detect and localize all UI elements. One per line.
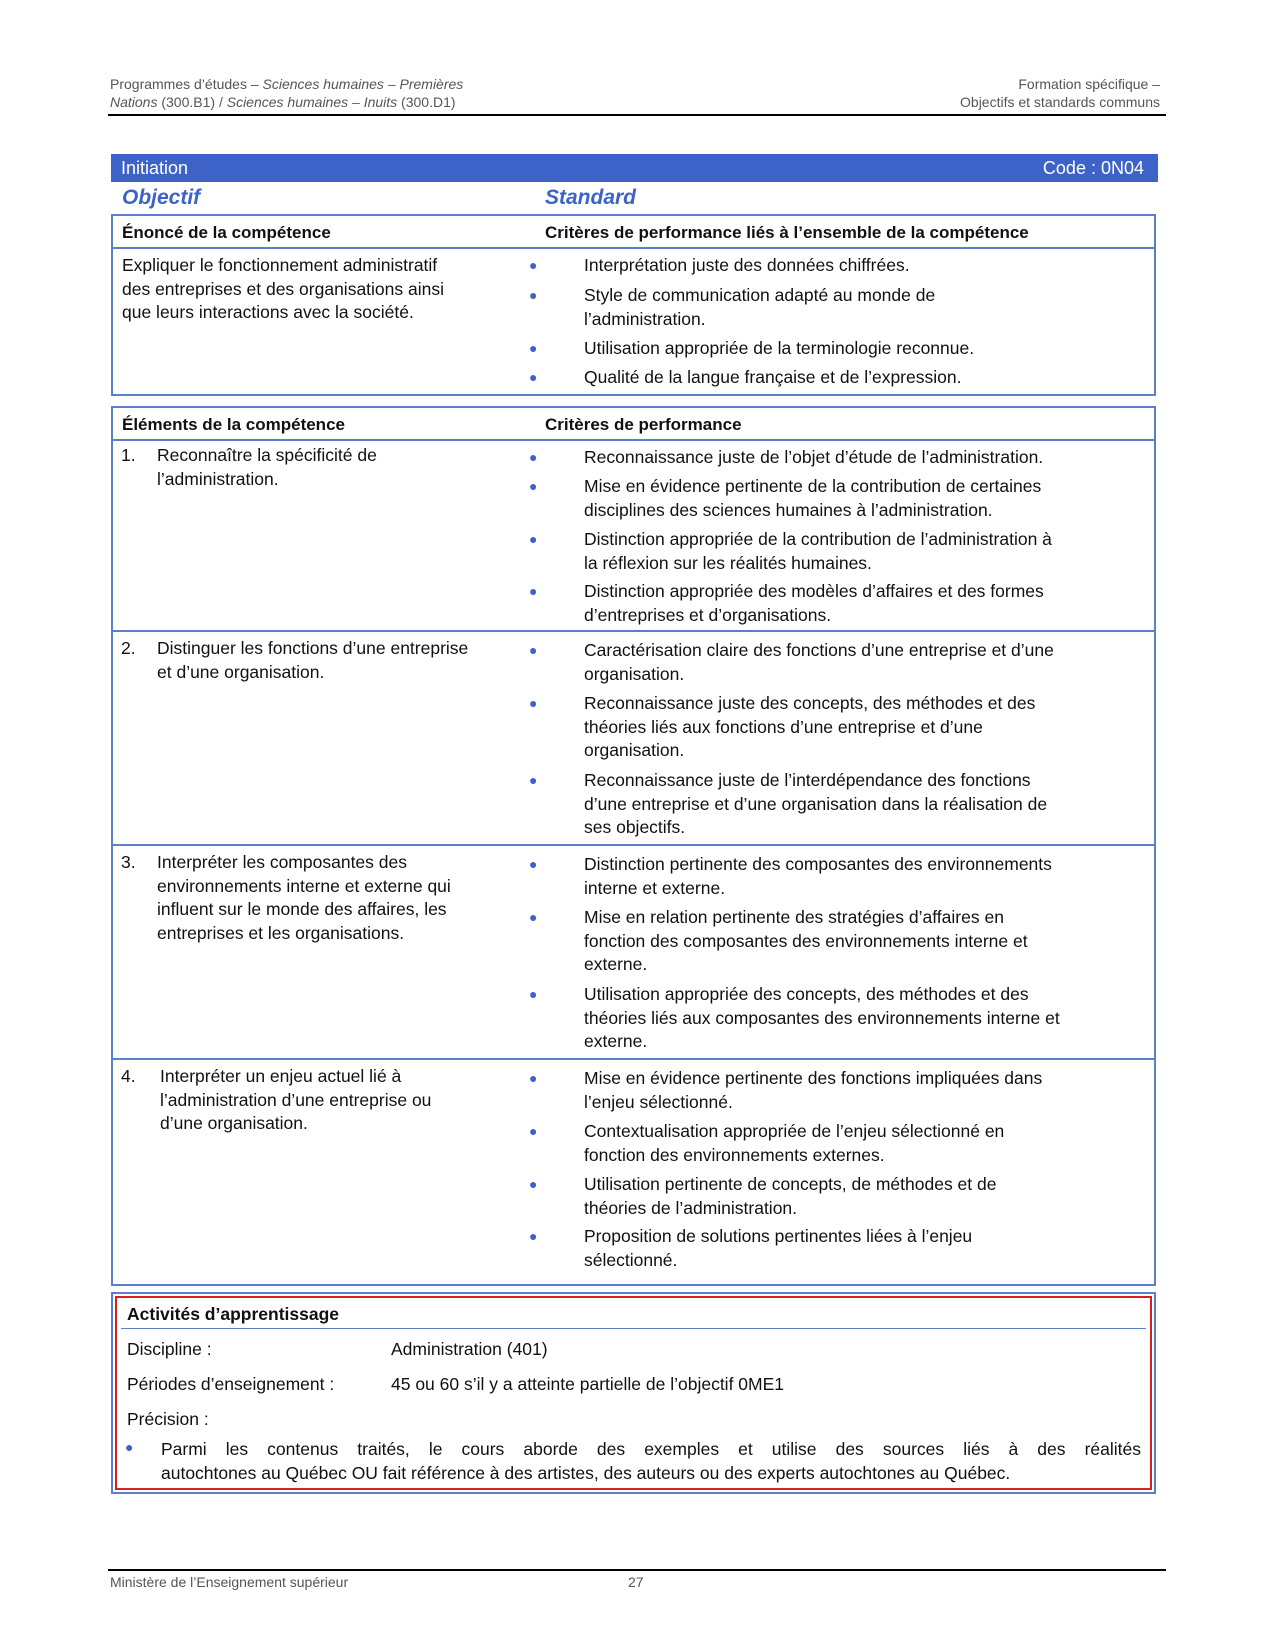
element-criterion: Reconnaissance juste de l’objet d’étude de l’administration. [584, 447, 1044, 467]
enonce-criterion: Utilisation appropriée de la terminologie reconnue. [584, 338, 975, 358]
element-criterion: Mise en évidence pertinente des fonctions impliquées dans l’enjeu sélectionné. [584, 1068, 1043, 1112]
bullet: ● [529, 986, 538, 1002]
enonce-header-left: Énoncé de la compétence [122, 223, 331, 242]
activites-divider [121, 1328, 1146, 1329]
discipline-label: Discipline : [127, 1339, 212, 1359]
bullet: ● [529, 531, 538, 547]
bullet: ● [529, 1228, 538, 1244]
bullet: ● [529, 909, 538, 925]
bullet: ● [529, 856, 538, 872]
header-right-line-2: Objectifs et standards communs [960, 94, 1160, 110]
activites-box [111, 1292, 1156, 1494]
bullet: ● [529, 583, 538, 599]
element-criterion: Utilisation pertinente de concepts, de méthodes et de théories de l’administration. [584, 1174, 997, 1218]
bullet: ● [529, 1070, 538, 1086]
element-number: 1. [121, 445, 136, 465]
row-divider [113, 844, 1154, 846]
element-criterion: Proposition de solutions pertinentes liées à l’enjeu sélectionné. [584, 1226, 973, 1270]
bullet: ● [529, 257, 538, 273]
page-number: 27 [628, 1574, 644, 1590]
element-criterion: Reconnaissance juste de l’interdépendance des fonctions d’une entreprise et d’une organisation dans la réalisation de ses objectifs. [584, 770, 1048, 837]
element-criterion: Distinction pertinente des composantes des environnements interne et externe. [584, 854, 1052, 898]
element-number: 3. [121, 852, 136, 872]
elements-divider [113, 439, 1154, 441]
precision-label: Précision : [127, 1409, 209, 1429]
element-criterion: Caractérisation claire des fonctions d’une entreprise et d’une organisation. [584, 640, 1054, 684]
elements-header-left: Éléments de la compétence [122, 415, 345, 434]
bullet: ● [529, 695, 538, 711]
element-criterion: Contextualisation appropriée de l’enjeu sélectionné en fonction des environnements externes. [584, 1121, 1005, 1165]
element-text: Distinguer les fonctions d’une entreprise et d’une organisation. [157, 638, 469, 682]
row-divider [113, 1058, 1154, 1060]
enonce-criterion: Interprétation juste des données chiffrées. [584, 255, 910, 275]
header-left-line-2: Nations (300.B1) / Sciences humaines – Inuits (300.D1) [110, 94, 456, 110]
periodes-label: Périodes d’enseignement : [127, 1374, 335, 1394]
enonce-criterion: Qualité de la langue française et de l’expression. [584, 367, 962, 387]
objectif-title: Objectif [122, 186, 201, 209]
bullet: ● [529, 1176, 538, 1192]
bullet: ● [529, 340, 538, 356]
enonce-header-right: Critères de performance liés à l’ensemble de la compétence [545, 223, 1029, 242]
bullet: ● [529, 478, 538, 494]
activites-inner [115, 1296, 1152, 1490]
bullet: ● [125, 1439, 134, 1455]
element-criterion: Mise en relation pertinente des stratégies d’affaires en fonction des composantes des environnements interne et externe. [584, 907, 1028, 974]
precision-line-2: autochtones au Québec OU fait référence à des artistes, des auteurs ou des experts autochtones au Québec. [161, 1463, 1011, 1483]
element-number: 2. [121, 638, 136, 658]
enonce-table [111, 214, 1156, 396]
standard-title: Standard [545, 186, 637, 209]
element-criterion: Distinction appropriée des modèles d’affaires et des formes d’entreprises et d’organisations. [584, 581, 1044, 625]
enonce-criterion: Style de communication adapté au monde de l’administration. [584, 285, 936, 329]
header-rule [108, 114, 1166, 116]
element-text: Interpréter un enjeu actuel lié à l’administration d’une entreprise ou d’une organisation. [160, 1066, 432, 1133]
elements-header-right: Critères de performance [545, 415, 742, 434]
element-criterion: Reconnaissance juste des concepts, des méthodes et des théories liés aux fonctions d’une entreprise et d’une organisation. [584, 693, 1036, 760]
header-left-line-1: Programmes d’études – Sciences humaines – Premières [110, 76, 464, 92]
elements-table [111, 406, 1156, 1286]
discipline-value: Administration (401) [391, 1339, 548, 1359]
enonce-text: Expliquer le fonctionnement administratif des entreprises et des organisations ainsi que leurs interactions avec la société. [122, 255, 444, 322]
element-criterion: Mise en évidence pertinente de la contribution de certaines disciplines des sciences humaines à l’administration. [584, 476, 1042, 520]
header-right-line-1: Formation spécifique – [1018, 76, 1160, 92]
footer-ministry: Ministère de l’Enseignement supérieur [110, 1574, 349, 1590]
element-text: Reconnaître la spécificité de l’administration. [157, 445, 377, 489]
element-criterion: Distinction appropriée de la contribution de l’administration à la réflexion sur les réalités humaines. [584, 529, 1052, 573]
banner-title: Initiation [121, 158, 189, 178]
row-divider [113, 630, 1154, 632]
bullet: ● [529, 369, 538, 385]
periodes-value: 45 ou 60 s’il y a atteinte partielle de l’objectif 0ME1 [391, 1374, 785, 1394]
element-number: 4. [121, 1066, 136, 1086]
bullet: ● [529, 772, 538, 788]
enonce-divider [113, 247, 1154, 249]
footer-rule [108, 1569, 1166, 1571]
activites-title: Activités d’apprentissage [127, 1304, 340, 1324]
bullet: ● [529, 287, 538, 303]
element-criterion: Utilisation appropriée des concepts, des méthodes et des théories liés aux composantes des environnements interne et externe. [584, 984, 1060, 1051]
banner-code: Code : 0N04 [1042, 158, 1144, 178]
bullet: ● [529, 449, 538, 465]
bullet: ● [529, 642, 538, 658]
bullet: ● [529, 1123, 538, 1139]
precision-line-1: Parmi les contenus traités, le cours aborde des exemples et utilise des sources liés à des réalités [161, 1439, 1141, 1459]
course-banner [111, 154, 1158, 182]
element-text: Interpréter les composantes des environnements interne et externe qui influent sur le monde des affaires, les entreprises et les organisations. [157, 852, 451, 943]
